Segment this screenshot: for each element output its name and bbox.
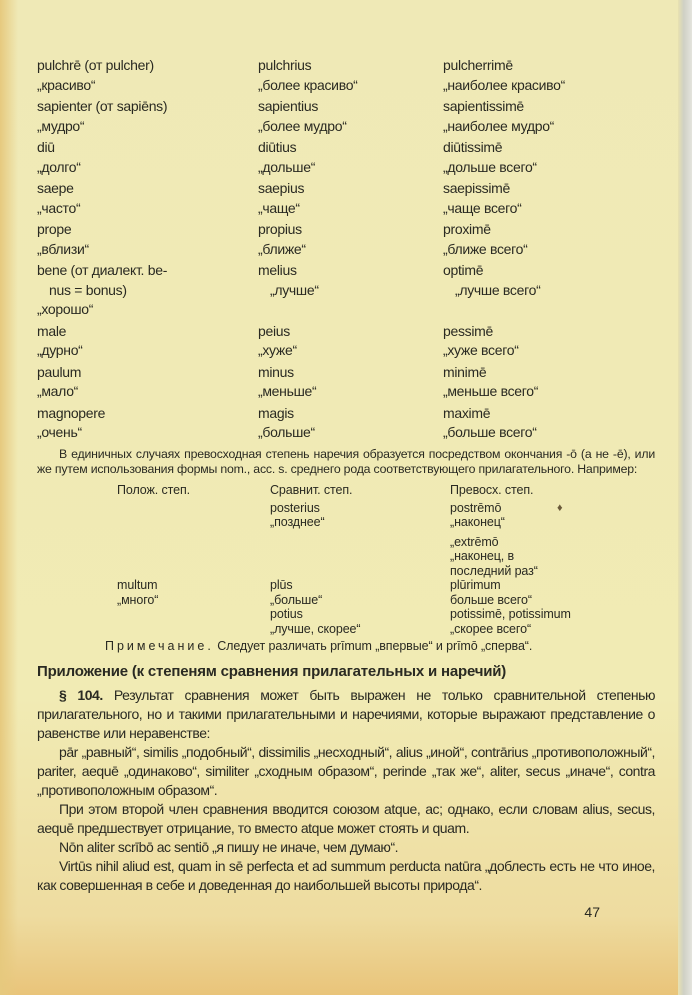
superlative-cell: plūrimum	[450, 578, 501, 592]
table-row	[37, 578, 655, 593]
superlative-cell: maximē	[443, 404, 491, 421]
positive-cell: male	[37, 322, 67, 339]
superlative-cell: „наиболее красиво“	[443, 76, 565, 93]
remark	[37, 638, 655, 654]
table-row	[37, 261, 655, 281]
superlative-cell: „наиболее мудро“	[443, 117, 555, 134]
positive-cell	[37, 515, 270, 530]
comparative-cell: minus	[258, 363, 294, 380]
table-group	[37, 363, 655, 402]
table-row	[37, 564, 655, 579]
comparative-cell: „ближе“	[258, 240, 306, 257]
positive-cell: saepe	[37, 180, 74, 196]
comparative-cell: „хуже“	[258, 342, 297, 358]
column-header: Сравнит. степ.	[270, 482, 353, 497]
comparative-cell: „более мудро“	[258, 117, 347, 134]
comparative-cell: propius	[258, 221, 302, 237]
table-row	[37, 281, 655, 301]
table-row	[37, 158, 655, 178]
comparative-cell: „дольше“	[258, 158, 316, 175]
positive-cell: multum	[117, 578, 158, 592]
positive-cell: pulchrē (от pulcher)	[37, 57, 154, 73]
table-row	[37, 549, 655, 564]
comparative-cell: potius	[270, 607, 303, 621]
remark-text: Следует различать prīmum „впервые“ и prīmō „сперва“.	[213, 639, 533, 653]
section-paragraph: При этом второй член сравнения вводится союзом atque, ac; однако, если словам alius, secus, aequē предшествует отрицание, то вместо atque может стоять и quam.	[37, 801, 655, 836]
positive-cell: „много“	[117, 592, 159, 607]
table-row	[37, 622, 655, 637]
positive-cell	[37, 622, 270, 637]
comparative-cell: peius	[258, 322, 290, 339]
table-group	[37, 261, 655, 320]
table-group	[37, 97, 655, 136]
section-paragraph: Virtūs nihil aliud est, quam in sē perfecta et ad summum perducta natūra „доблесть есть не что иное, как совершенная в себе и доведенная до наибольшей высоты природа“.	[37, 858, 655, 893]
superlative-cell: больше всего“	[450, 592, 532, 607]
comparative-cell	[270, 564, 450, 579]
comparative-cell: saepius	[258, 180, 305, 196]
superlative-cell: minimē	[443, 363, 487, 380]
superlative-cell: „скорее всего“	[450, 621, 532, 636]
superlative-cell: „чаще всего“	[443, 199, 522, 216]
superlative-cell: potissimē, potissimum	[450, 607, 571, 621]
positive-cell: „красиво“	[37, 76, 96, 93]
superlative-cell: postrēmō	[450, 500, 502, 515]
superlative-cell: sapientissimē	[443, 98, 524, 114]
comparative-cell	[258, 300, 443, 320]
table-group	[37, 322, 655, 361]
positive-cell: „долго“	[37, 158, 81, 175]
superlative-cell: diūtissimē	[443, 139, 503, 155]
section-paragraph: Nōn aliter scrībō ac sentiō „я пишу не иначе, чем думаю“.	[59, 839, 399, 855]
positive-cell	[37, 501, 270, 516]
table-row	[37, 423, 655, 443]
superlative-cell: „хуже всего“	[443, 342, 519, 358]
positive-cell: „хорошо“	[37, 301, 94, 317]
comparative-cell: „лучше“	[270, 281, 319, 298]
positive-cell: diū	[37, 139, 55, 155]
positive-cell: paulum	[37, 363, 82, 380]
comparative-cell: melius	[258, 262, 297, 278]
table-row	[37, 179, 655, 199]
superlative-cell: „лучше всего“	[455, 281, 541, 298]
appendix-heading: Приложение (к степеням сравнения прилагательных и наречий)	[37, 663, 507, 680]
positive-cell	[37, 564, 270, 579]
section-104	[37, 686, 655, 895]
table-row	[37, 117, 655, 137]
comparative-cell: sapientius	[258, 98, 319, 114]
table-row	[37, 199, 655, 219]
positive-cell: nus = bonus)	[49, 281, 127, 298]
superlative-cell: pulcherrimē	[443, 57, 513, 73]
positive-cell: „часто“	[37, 199, 81, 216]
positive-cell: magnopere	[37, 404, 106, 421]
scan-blot: ♦	[557, 501, 563, 514]
superlative-cell: saepissimē	[443, 180, 511, 196]
superlative-cell: „ближе всего“	[443, 240, 528, 257]
page-number: 47	[584, 904, 600, 920]
positive-cell: „очень“	[37, 424, 82, 440]
adverb-comparison-table	[37, 56, 655, 443]
comparative-cell	[270, 535, 450, 550]
table-row	[37, 607, 655, 622]
superlative-cell: „меньше всего“	[443, 383, 539, 399]
superlative-cell	[443, 300, 655, 320]
table-row	[37, 56, 655, 76]
table-row	[37, 240, 655, 260]
column-header: Превосх. степ.	[450, 482, 534, 497]
comparative-cell: „больше“	[270, 592, 323, 607]
table-row	[37, 322, 655, 342]
comparative-cell: „позднее“	[270, 515, 325, 529]
table-group	[37, 220, 655, 259]
table-row	[37, 535, 655, 550]
table-row	[37, 515, 655, 530]
superlative-cell: „наконец“	[450, 515, 505, 529]
comparative-cell: posterius	[270, 500, 320, 515]
positive-cell: bene (от диалект. be-	[37, 262, 168, 278]
table-row	[37, 404, 655, 424]
positive-cell	[37, 549, 270, 564]
table-group	[37, 138, 655, 177]
table-group	[37, 404, 655, 443]
positive-cell: „дурно“	[37, 342, 83, 358]
superlative-cell: optimē	[443, 262, 484, 278]
superlative-cell: „дольше всего“	[443, 158, 537, 175]
table-group	[37, 179, 655, 218]
positive-cell: prope	[37, 221, 72, 237]
comparative-cell: „чаще“	[258, 199, 300, 216]
section-number: § 104.	[59, 687, 103, 703]
table-row	[37, 138, 655, 158]
comparative-cell: pulchrius	[258, 57, 312, 73]
paragraph-superlative-note	[37, 447, 655, 477]
irregular-adverb-table	[37, 481, 655, 637]
section-paragraph	[37, 686, 655, 743]
remark-label: Примечание.	[105, 639, 214, 653]
table-header-row	[37, 481, 655, 499]
positive-cell	[37, 535, 270, 550]
table-row	[37, 97, 655, 117]
table-group	[37, 56, 655, 95]
superlative-cell: „наконец, в	[450, 549, 515, 563]
comparative-cell: „лучше, скорее“	[270, 621, 361, 636]
table-row	[37, 300, 655, 320]
table-row	[37, 341, 655, 361]
positive-cell: sapienter (от sapiēns)	[37, 98, 168, 114]
positive-cell: „мудро“	[37, 117, 85, 134]
positive-cell	[37, 607, 270, 622]
comparative-cell: „более красиво“	[258, 76, 358, 93]
comparative-cell: „больше“	[258, 424, 315, 440]
superlative-cell: proximē	[443, 221, 491, 237]
comparative-cell: magis	[258, 404, 294, 421]
section-paragraph: pār „равный“, similis „подобный“, dissimilis „несходный“, alius „иной“, contrārius „противоположный“, pariter, aequē „одинаково“, similiter „сходным образом“, perinde „так же“, aliter, secus „иначе“, contra „противоположным образом“.	[37, 744, 655, 798]
superlative-cell: pessimē	[443, 322, 494, 339]
table-row	[37, 382, 655, 402]
superlative-cell: „больше всего“	[443, 424, 537, 440]
table-row	[37, 220, 655, 240]
column-header: Полож. степ.	[117, 482, 191, 497]
paragraph-text: В единичных случаях превосходная степень наречия образуется посредством окончания -ō (а не -ē), или же путем использования формы nom., acc. s. среднего рода соответствующего прилагательного. Например:	[37, 446, 655, 476]
comparative-cell: plūs	[270, 578, 293, 592]
comparative-cell	[270, 549, 450, 564]
comparative-cell: diūtius	[258, 139, 297, 155]
section-text: Результат сравнения может быть выражен не только сравнительной степенью прилагательного, но и такими прилагательными и наречиями, которые выражают представление о равенстве или неравенстве:	[37, 687, 656, 741]
table-row	[37, 593, 655, 608]
comparative-cell: „меньше“	[258, 383, 317, 399]
positive-cell: „вблизи“	[37, 240, 89, 257]
superlative-cell: последний раз“	[450, 563, 538, 578]
table-row	[37, 363, 655, 383]
table-row	[37, 76, 655, 96]
superlative-cell: „extrēmō	[450, 534, 499, 549]
positive-cell: „мало“	[37, 383, 79, 399]
